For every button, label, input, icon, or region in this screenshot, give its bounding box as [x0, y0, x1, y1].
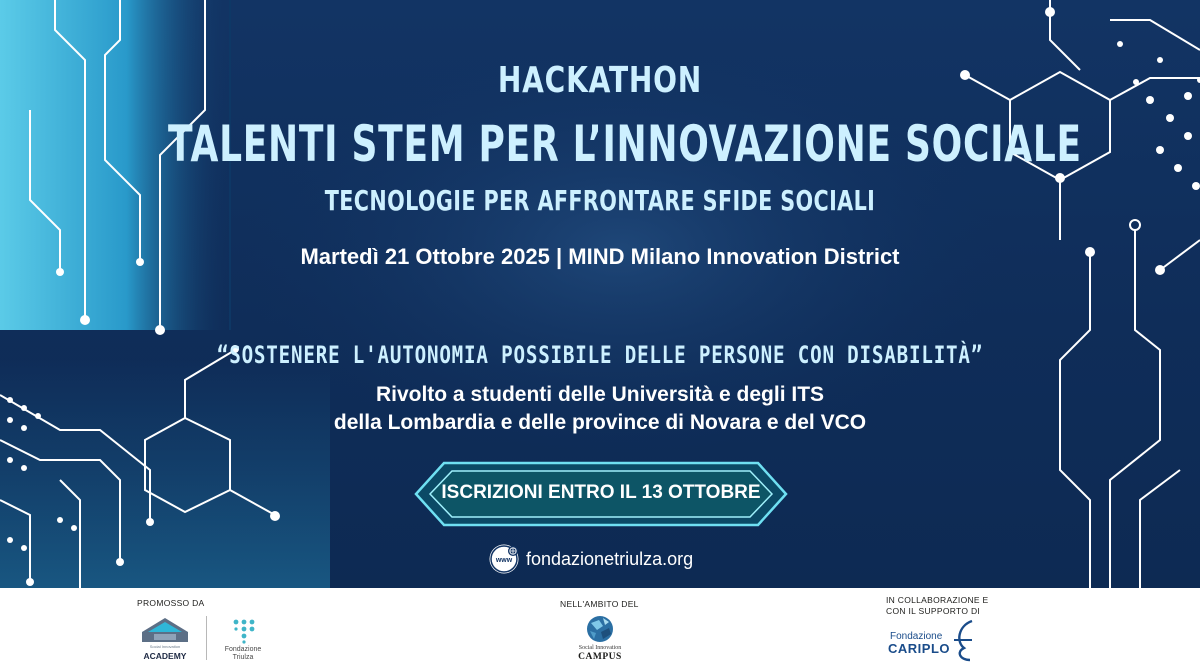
cta-label: ISCRIZIONI ENTRO IL 13 OTTOBRE	[441, 482, 761, 503]
triulza-word-2: Triulza	[232, 654, 254, 661]
challenge-quote: “SOSTENERE L'AUTONOMIA POSSIBILE DELLE PERSONE CON DISABILITÀ”	[216, 341, 984, 369]
triulza-word-1: Fondazione	[224, 646, 262, 653]
triulza-dots-logo	[231, 618, 257, 644]
sia-logo-word: ACADEMY	[143, 651, 187, 661]
website-link[interactable]	[488, 543, 693, 575]
campus-logo-word: CAMPUS	[578, 652, 622, 662]
campus-globe-logo	[585, 614, 615, 644]
www-icon-text: www	[495, 557, 513, 564]
campus-logo-subtext: Social Innovation	[578, 645, 622, 651]
collaboration-label-line-2: CON IL SUPPORTO DI	[886, 606, 981, 616]
promoted-by-label: PROMOSSO DA	[137, 598, 205, 608]
www-globe-icon	[488, 543, 520, 575]
partner-footer	[0, 588, 1200, 670]
collaboration-label-line-1: IN COLLABORAZIONE E	[886, 595, 989, 605]
event-tagline: TECNOLOGIE PER AFFRONTARE SFIDE SOCIALI	[324, 184, 876, 217]
cariplo-mark	[952, 618, 978, 662]
sia-logo-subtext: Social Innovation	[149, 644, 181, 649]
audience-line-2: della Lombardia e delle province di Novara e del VCO	[333, 411, 867, 434]
logo-divider	[206, 616, 207, 660]
within-label: NELL'AMBITO DEL	[560, 599, 639, 609]
registration-deadline-button[interactable]	[414, 461, 788, 527]
hackathon-kicker: HACKATHON	[497, 60, 703, 101]
website-url: fondazionetriulza.org	[526, 548, 694, 569]
event-title: TALENTI STEM PER L’INNOVAZIONE SOCIALE	[167, 115, 1082, 173]
audience-line-1: Rivolto a studenti delle Università e degli ITS	[375, 383, 825, 406]
event-date-location: Martedì 21 Ottobre 2025 | MIND Milano Innovation District	[300, 244, 900, 269]
cariplo-word-1: Fondazione	[890, 631, 943, 642]
collaboration-label	[886, 595, 1006, 617]
cariplo-word-2: CARIPLO	[888, 641, 950, 656]
